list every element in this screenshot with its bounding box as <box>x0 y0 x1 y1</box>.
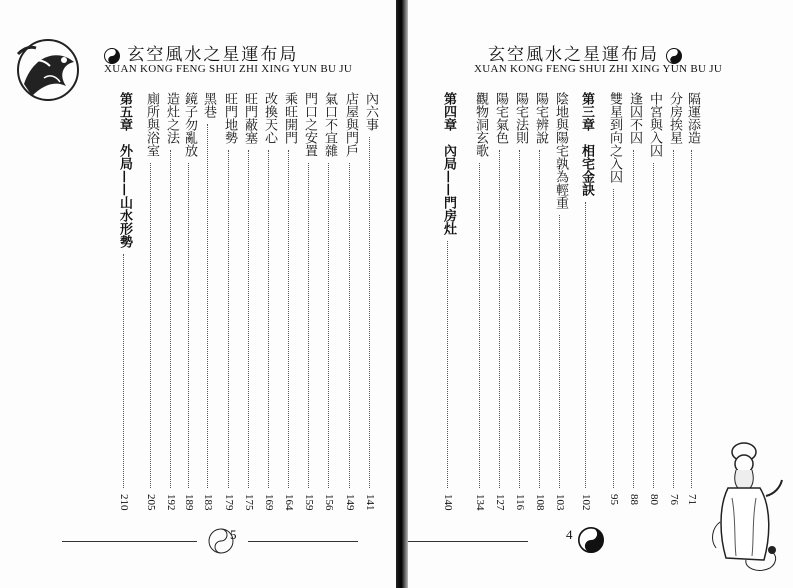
toc-entry-title: 觀物洞玄歌 <box>473 92 488 157</box>
header-title-text: 玄空風水之星運布局 <box>488 45 659 65</box>
toc-leader-dots <box>559 215 561 488</box>
toc-leader-dots <box>248 150 250 488</box>
toc-entry-page: 175 <box>243 494 255 511</box>
header-subtitle-left: XUAN KONG FENG SHUI ZHI XING YUN BU JU <box>104 63 353 75</box>
toc-entry-title: 旺門地勢 <box>222 92 237 144</box>
header-title-text: 玄空風水之星運布局 <box>127 45 299 65</box>
footer-rule-right <box>408 541 528 542</box>
toc-leader-dots <box>613 189 615 488</box>
toc-entry-title: 分房挨星 <box>667 92 682 144</box>
toc-leader-dots <box>268 150 270 488</box>
toc-leader-dots <box>170 150 172 488</box>
toc-entry-title: 店屋與門戶 <box>343 92 358 157</box>
toc-entry-page: 156 <box>323 494 335 511</box>
header-title-left <box>104 40 298 65</box>
toc-entry-title: 氣口不宜雜 <box>322 92 337 157</box>
toc-leader-dots <box>308 163 310 488</box>
footer-rule-left <box>62 541 197 542</box>
toc-entry-title: 中宮與入囚 <box>647 92 662 157</box>
book-spine <box>396 0 408 588</box>
toc-entry-page: 80 <box>648 494 660 505</box>
toc-leader-dots <box>673 150 675 488</box>
toc-leader-dots <box>150 163 152 488</box>
toc-entry-page: 102 <box>580 494 592 511</box>
toc-entry-title: 第三章 相宅金訣 <box>579 92 594 196</box>
toc-entry-title: 改換天心 <box>262 92 277 144</box>
toc-leader-dots <box>349 163 351 488</box>
toc-entry-title: 鏡子勿亂放 <box>182 92 197 157</box>
toc-entry-page: 95 <box>608 494 620 505</box>
toc-entry-page: 103 <box>554 494 566 511</box>
toc-entry-page: 189 <box>183 494 195 511</box>
header-title-right <box>488 40 682 65</box>
toc-entry-title: 乘旺開門 <box>282 92 297 144</box>
page-number-left: 5 <box>230 527 237 542</box>
toc-entry-page: 134 <box>474 494 486 511</box>
toc-leader-dots <box>123 254 125 488</box>
toc-entry-title: 隔運添造 <box>685 92 700 144</box>
sage-illustration-icon <box>706 438 788 578</box>
dragon-ornament-icon <box>14 34 84 106</box>
toc-leader-dots <box>447 241 449 488</box>
toc-leader-dots <box>653 163 655 488</box>
toc-entry-page: 149 <box>344 494 356 511</box>
footer-rule-left-2 <box>248 541 358 542</box>
toc-entry-page: 127 <box>494 494 506 511</box>
yin-yang-icon <box>104 48 120 64</box>
toc-leader-dots <box>519 150 521 488</box>
toc-leader-dots <box>633 150 635 488</box>
toc-leader-dots <box>539 150 541 488</box>
toc-leader-dots <box>479 163 481 488</box>
toc-entry-page: 205 <box>145 494 157 511</box>
yin-yang-icon <box>666 48 682 64</box>
toc-entry-title: 陽宅辨說 <box>533 92 548 144</box>
toc-entry-title: 黑巷 <box>201 92 216 118</box>
toc-leader-dots <box>288 150 290 488</box>
toc-entry-title: 陰地與陽宅孰為輕重 <box>553 92 568 209</box>
toc-entry-title: 廁所與浴室 <box>144 92 159 157</box>
toc-entry-page: 88 <box>628 494 640 505</box>
toc-leader-dots <box>499 150 501 488</box>
toc-entry-title: 旺門蔽塞 <box>242 92 257 144</box>
toc-entry-title: 造灶之法 <box>164 92 179 144</box>
toc-leader-dots <box>691 150 693 488</box>
toc-entry-page: 164 <box>283 494 295 511</box>
faint-margin-text <box>40 250 50 253</box>
toc-entry-title: 第四章 內局——門房灶 <box>441 92 456 235</box>
toc-entry-page: 210 <box>118 494 130 511</box>
toc-entry-page: 159 <box>303 494 315 511</box>
toc-entry-title: 第五章 外局——山水形勢 <box>117 92 132 248</box>
toc-leader-dots <box>369 137 371 488</box>
toc-entry-page: 179 <box>223 494 235 511</box>
toc-entry-page: 169 <box>263 494 275 511</box>
toc-entry-title: 逢囚不囚 <box>627 92 642 144</box>
toc-entry-title: 內六事 <box>363 92 378 131</box>
toc-entry-page: 71 <box>686 494 698 505</box>
toc-entry-title: 雙星到向之入囚 <box>607 92 622 183</box>
toc-entry-page: 116 <box>514 494 526 511</box>
toc-leader-dots <box>585 202 587 488</box>
toc-leader-dots <box>228 150 230 488</box>
toc-entry-page: 140 <box>442 494 454 511</box>
page-number-right: 4 <box>566 527 573 542</box>
toc-entry-page: 192 <box>165 494 177 511</box>
toc-leader-dots <box>207 124 209 488</box>
header-subtitle-right: XUAN KONG FENG SHUI ZHI XING YUN BU JU <box>474 63 723 75</box>
toc-entry-title: 陽宅氣色 <box>493 92 508 144</box>
yin-yang-icon <box>196 528 246 554</box>
toc-leader-dots <box>188 163 190 488</box>
yin-yang-icon <box>578 527 604 553</box>
left-page <box>0 0 396 588</box>
toc-leader-dots <box>328 163 330 488</box>
toc-entry-page: 141 <box>364 494 376 511</box>
toc-entry-title: 門口之安置 <box>302 92 317 157</box>
toc-entry-page: 108 <box>534 494 546 511</box>
toc-entry-page: 183 <box>202 494 214 511</box>
toc-entry-title: 陽宅法則 <box>513 92 528 144</box>
right-page <box>408 0 793 588</box>
toc-entry-page: 76 <box>668 494 680 505</box>
